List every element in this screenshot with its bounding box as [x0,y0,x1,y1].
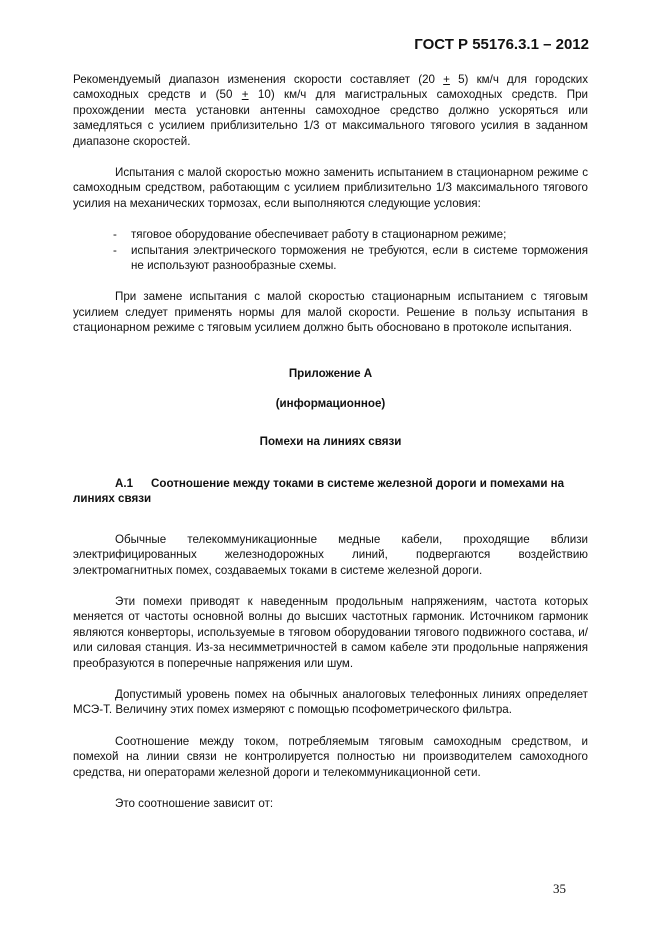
page-body [73,72,588,827]
list-item-text: тяговое оборудование обеспечивает работу в стационарном режиме; [131,228,507,242]
list-marker: - [113,228,117,242]
speed-text-part-1: Рекомендуемый диапазон изменения скорости составляет (20 [73,73,444,86]
list-item [73,227,588,242]
section-paragraph: Эти помехи приводят к наведенным продольным напряжениям, частота которых меняется от частоты основной волны до высших частотных гармоник. Источником гармоник являются конверторы, используемые в тяговом оборудовании тягового подвижного состава, и/или силовая станция. Из-за несимметричностей в самом кабеле эти продольные напряжения преобразуются в поперечные напряжения или шум. [73,594,588,670]
list-item [73,243,588,274]
speed-text-part-2: 5) км/ч для городских самоходных средств и (50 [73,73,588,102]
stationary-test-paragraph: Испытания с малой скоростью можно заменить испытанием в стационарном режиме с самоходным средством, работающим с усилием приблизительно 1/3 максимального тягового усилия на механических тормозах, если выполняются следующие условия: [73,166,588,210]
section-paragraph: Соотношение между током, потребляемым тяговым самоходным средством, и помехой на линии связи не контролируется полностью ни производителем самоходного средства, ни операторами железной дороги и телекоммуникационной сети. [73,734,588,779]
section-number: А.1 [115,476,134,490]
list-item-text: испытания электрического торможения не требуются, если в системе торможения не используют разнообразные схемы. [131,243,588,273]
standard-code-header: ГОСТ Р 55176.3.1 – 2012 [414,36,589,53]
section-paragraph: Обычные телекоммуникационные медные кабели, проходящие вблизи электрифицированных железнодорожных линий, подвергаются воздействию электромагнитных помех, создаваемых токами в системе железной дороги. [73,532,588,577]
speed-text-part-3: 10) км/ч для магистральных самоходных средств. При прохождении места установки антенны самоходное средство должно ускоряться или замедляться с усилием приблизительно 1/3 от максимального тягового усилия в заданном диапазоне скоростей. [73,88,588,148]
plus-minus-sign: + [443,73,450,86]
section-paragraph: Это соотношение зависит от: [115,797,274,810]
speed-range-paragraph [73,72,588,149]
section-paragraph: Допустимый уровень помех на обычных аналоговых телефонных линиях определяет МСЭ-Т. Величину этих помех измеряют с помощью псофометрического фильтра. [73,687,588,717]
list-marker: - [113,243,117,257]
annex-title: Приложение А [288,366,373,380]
annex-status: (информационное) [275,397,386,411]
page-number: 35 [553,881,566,896]
annex-topic: Помехи на линиях связи [259,434,402,448]
section-heading [73,476,588,507]
plus-minus-sign: + [241,88,249,102]
section-title: Соотношение между токами в системе железной дороги и помехами на линиях связи [73,476,565,506]
conditions-list [73,227,588,273]
replacement-paragraph: При замене испытания с малой скоростью стационарным испытанием с тяговым усилием следует применять нормы для малой скорости. Решение в пользу испытания в стационарном режиме с тяговым усилием должно быть обосновано в протоколе испытания. [73,290,588,335]
